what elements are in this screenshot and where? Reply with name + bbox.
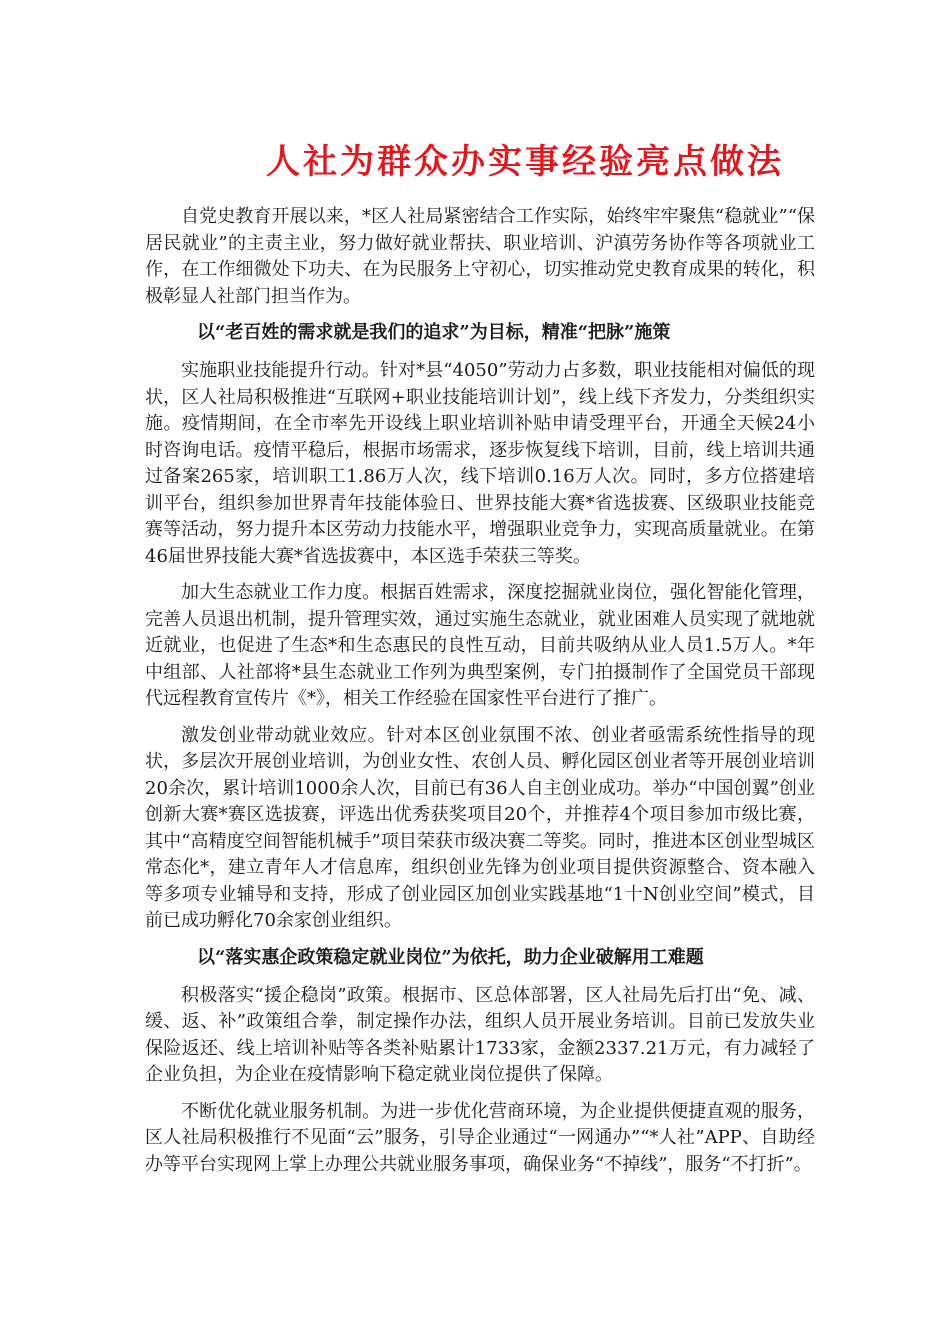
document-title: 人社为群众办实事经验亮点做法 <box>266 142 784 182</box>
intro-paragraph: 自党史教育开展以来，*区人社局紧密结合工作实际，始终牢牢聚焦“稳就业”“保居民就业”的主责主业，努力做好就业帮扶、职业培训、沪滇劳务协作等各项就业工作，在工作细微处下功夫、在为民服务上守初心，切实推动党史教育成果的转化，积极彰显人社部门担当作为。 <box>145 206 815 307</box>
section-1-paragraph-1: 实施职业技能提升行动。针对*县“4050”劳动力占多数，职业技能相对偏低的现状，区人社局积极推进“互联网+职业技能培训计划”，线上线下齐发力，分类组织实施。疫情期间，在全市率先开设线上职业培训补贴申请受理平台，开通全天候24小时咨询电话。疫情平稳后，根据市场需求，逐步恢复线下培训，目前，线上培训共通过备案265家，培训职工1.86万人次，线下培训0.16万人次。同时，多方位搭建培训平台，组织参加世界青年技能体验日、世界技能大赛*省选拔赛、区级职业技能竞赛等活动，努力提升本区劳动力技能水平，增强职业竞争力，实现高质量就业。在第46届世界技能大赛*省选拔赛中，本区选手荣获三等奖。 <box>145 360 815 567</box>
section-1-paragraph-3: 激发创业带动就业效应。针对本区创业氛围不浓、创业者亟需系统性指导的现状，多层次开展创业培训，为创业女性、农创人员、孵化园区创业者等开展创业培训20余次，累计培训1000余人次，目前已有36人自主创业成功。举办“中国创翼”创业创新大赛*赛区选拔赛，评选出优秀获奖项目20个，并推荐4个项目参加市级比赛，其中“高精度空间智能机械手”项目荣获市级决赛二等奖。同时，推进本区创业型城区常态化*，建立青年人才信息库，组织创业先锋为创业项目提供资源整合、资本融入等多项专业辅导和支持，形成了创业园区加创业实践基地“1十N创业空间”模式，目前已成功孵化70余家创业组织。 <box>145 724 815 931</box>
section-heading-2: 以“落实惠企政策稳定就业岗位”为依托，助力企业破解用工难题 <box>197 946 704 968</box>
section-heading-1: 以“老百姓的需求就是我们的追求”为目标，精准“把脉”施策 <box>197 322 671 343</box>
section-1-paragraph-2: 加大生态就业工作力度。根据百姓需求，深度挖掘就业岗位，强化智能化管理，完善人员退出机制，提升管理实效，通过实施生态就业，就业困难人员实现了就地就近就业，也促进了生态*和生态惠民的良性互动，目前共吸纳从业人员1.5万人。*年中组部、人社部将*县生态就业工作列为典型案例，专门拍摄制作了全国党员干部现代远程教育宣传片《*》，相关工作经验在国家性平台进行了推广。 <box>145 582 815 709</box>
section-2-paragraph-1: 积极落实“援企稳岗”政策。根据市、区总体部署，区人社局先后打出“免、减、缓、返、补”政策组合拳，制定操作办法，组织人员开展业务培训。目前已发放失业保险返还、线上培训补贴等各类补贴累计1733家，金额2337.21万元，有力减轻了企业负担，为企业在疫情影响下稳定就业岗位提供了保障。 <box>145 984 815 1085</box>
section-2-paragraph-2: 不断优化就业服务机制。为进一步优化营商环境，为企业提供便捷直观的服务，区人社局积极推行不见面“云”服务，引导企业通过“一网通办”“*人社”APP、自助经办等平台实现网上掌上办理公共就业服务事项，确保业务“不掉线”，服务“不打折”。 <box>145 1100 815 1175</box>
